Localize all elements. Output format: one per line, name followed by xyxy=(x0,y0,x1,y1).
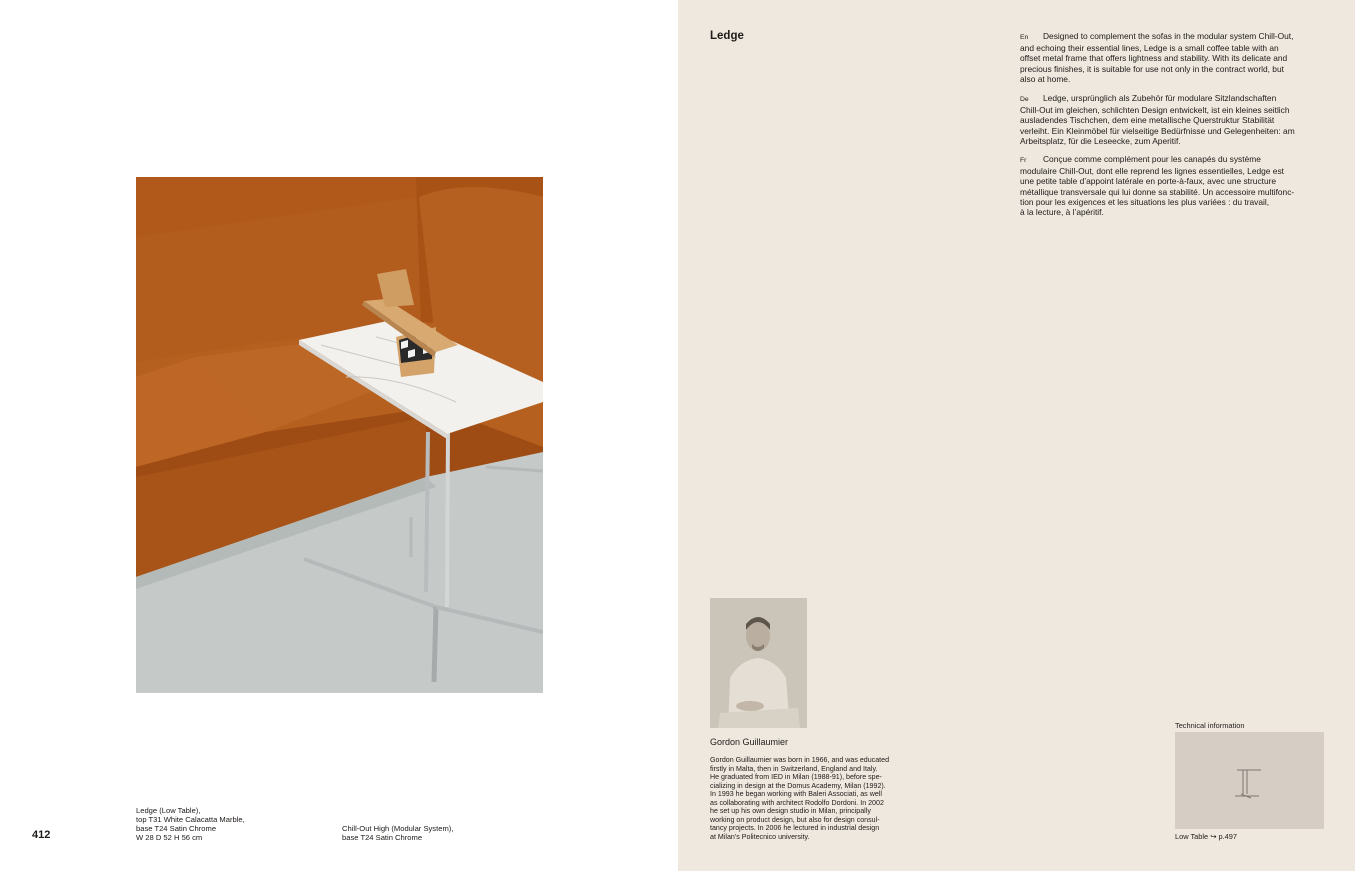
text-line: tion pour les exigences et les situations les plus variées : du travail, xyxy=(1020,196,1270,207)
caption-line: Chill-Out High (Modular System), xyxy=(342,824,454,833)
text-line: also at home. xyxy=(1020,73,1071,84)
text-line: une petite table d’appoint latérale en porte-à-faux, avec une structure xyxy=(1020,176,1277,187)
product-photo xyxy=(136,177,543,693)
description-de xyxy=(1020,93,1325,146)
text-line: precious finishes, it is suitable for use not only in the contract world, but xyxy=(1020,63,1284,74)
text-line: Ledge, ursprünglich als Zubehör für modulare Sitzlandschaften xyxy=(1043,93,1277,103)
bio-line: tancy projects. In 2006 he lectured in industrial design xyxy=(710,824,880,832)
bio-line: firstly in Malta, then in Switzerland, England and Italy. xyxy=(710,764,878,773)
bio-line: working on product design, but also for design consul- xyxy=(710,815,880,824)
bio-line: He graduated from IED in Milan (1988-91), before spe- xyxy=(710,773,882,781)
bio-line: at Milan’s Politecnico university. xyxy=(710,832,810,841)
bio-line: Gordon Guillaumier was born in 1966, and was educated xyxy=(710,756,890,764)
text-line: modulaire Chill-Out, dont elle reprend les lignes essentielles, Ledge est xyxy=(1020,166,1284,177)
text-line: offset metal frame that offers lightness and stability. With its delicate and xyxy=(1020,53,1288,64)
text-line: verleiht. Ein Kleinmöbel für vielseitige Bedürfnisse und Gelegenheiten: am xyxy=(1020,125,1295,136)
low-table-page-link[interactable]: Low Table ↪ p.497 xyxy=(1175,832,1237,841)
designer-name: Gordon Guillaumier xyxy=(710,737,789,747)
caption-ledge xyxy=(136,806,245,842)
text-line: Arbeitsplatz, für die Leseecke, zum Aperitif. xyxy=(1020,135,1181,146)
caption-line: Ledge (Low Table), xyxy=(136,806,201,815)
designer-bio xyxy=(710,756,889,841)
caption-line: W 28 D 52 H 56 cm xyxy=(136,833,203,842)
technical-drawing xyxy=(1175,732,1324,829)
caption-line: base T24 Satin Chrome xyxy=(136,824,217,833)
bio-line: as collaborating with architect Rodolfo Dordoni. In 2002 xyxy=(710,798,884,807)
language-tag: En xyxy=(1020,34,1029,41)
text-line: ausladendes Tischchen, dem eine metallische Querstruktur Stabilität xyxy=(1020,115,1275,126)
bio-line: he set up his own design studio in Milan, principally xyxy=(710,807,871,815)
caption-line: top T31 White Calacatta Marble, xyxy=(136,815,245,824)
text-line: à la lecture, à l’apéritif. xyxy=(1020,207,1104,218)
bio-line: In 1993 he began working with Baleri Associati, as well xyxy=(710,790,882,798)
text-line: métallique transversale qui lui donne sa stabilité. Un accessoire multifonc- xyxy=(1020,186,1295,197)
caption-line: base T24 Satin Chrome xyxy=(342,833,423,842)
language-tag: De xyxy=(1020,96,1029,103)
product-title: Ledge xyxy=(710,30,744,42)
text-line: Chill-Out im gleichen, schlichten Design entwickelt, ist ein kleines seitlich xyxy=(1020,105,1290,116)
bio-line: cializing in design at the Domus Academy, Milan (1992). xyxy=(710,781,886,790)
description-fr xyxy=(1020,154,1325,217)
caption-chill-out xyxy=(342,824,453,842)
page-number: 412 xyxy=(32,829,51,841)
text-line: and echoing their essential lines, Ledge is a small coffee table with an xyxy=(1020,43,1279,54)
description-en xyxy=(1020,31,1325,84)
language-tag: Fr xyxy=(1020,157,1027,164)
designer-portrait xyxy=(710,598,807,728)
text-line: Conçue comme complément pour les canapés du système xyxy=(1043,154,1261,164)
text-line: Designed to complement the sofas in the modular system Chill-Out, xyxy=(1043,31,1294,41)
technical-information-label: Technical information xyxy=(1175,721,1245,730)
